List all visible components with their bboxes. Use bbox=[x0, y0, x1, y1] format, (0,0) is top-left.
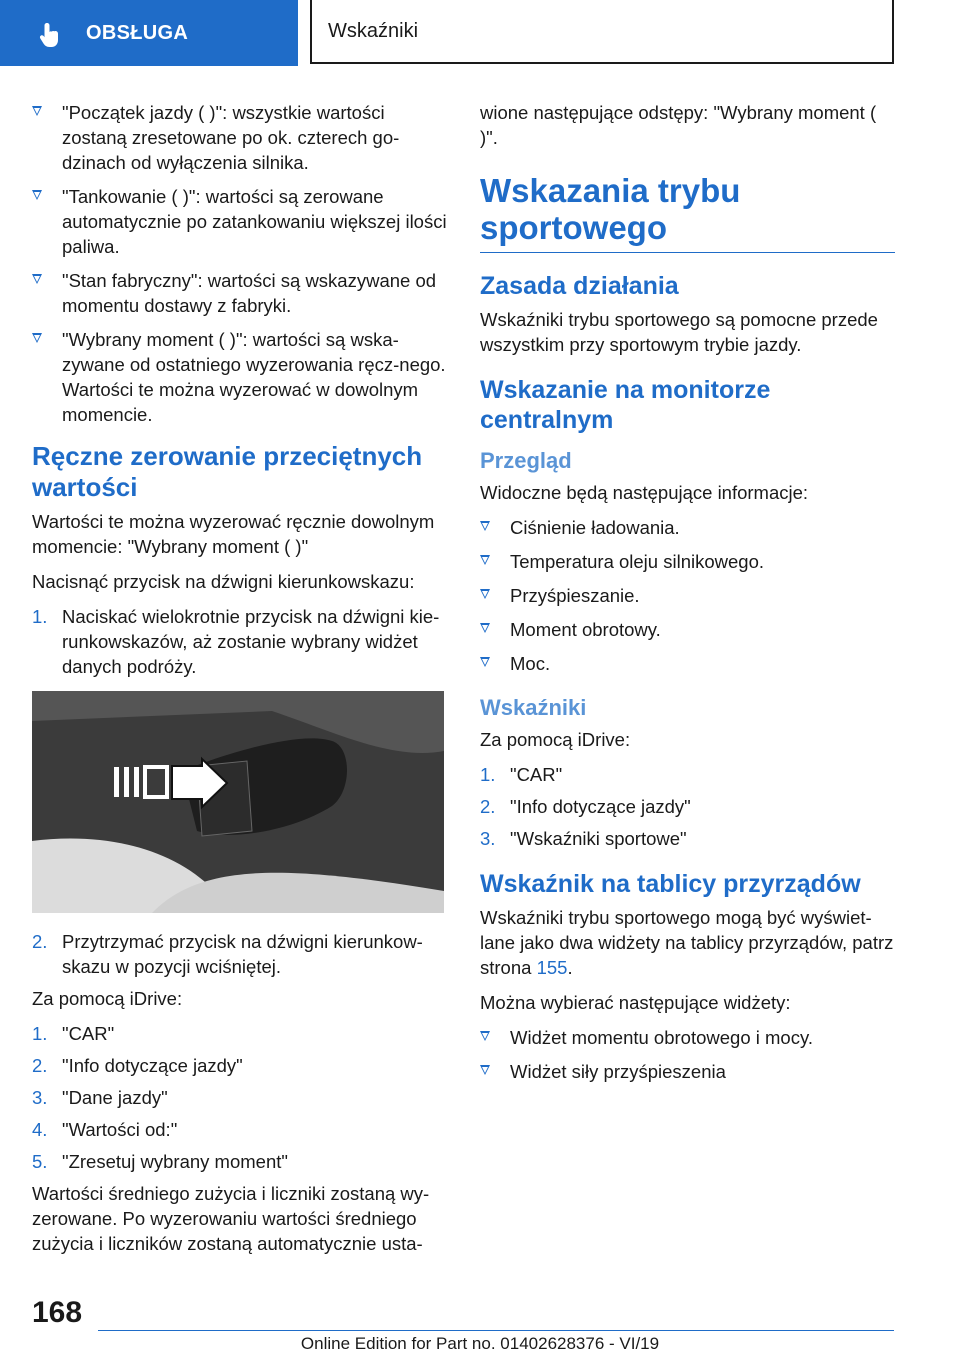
paragraph: Wartości średniego zużycia i liczniki zostaną wy-zerowane. Po wyzerowaniu wartości średniego zużycia i liczników zostaną automatycznie usta- bbox=[32, 1183, 430, 1254]
list-item: 2. "Info dotyczące jazdy" bbox=[32, 1055, 243, 1076]
turn-signal-lever-image bbox=[32, 691, 444, 913]
bullet-triangle-icon bbox=[32, 190, 42, 200]
list-item: 5. "Zresetuj wybrany moment" bbox=[32, 1151, 288, 1172]
bullet-triangle-icon bbox=[480, 1065, 490, 1075]
list-item: Moc. bbox=[480, 651, 895, 676]
section-heading: Ręczne zerowanie przeciętnych wartości bbox=[32, 441, 423, 502]
list-item: "Tankowanie ( )": wartości są zerowane automatycznie po zatankowaniu większej ilości paliwa. bbox=[32, 184, 447, 259]
subsection-heading: Przegląd bbox=[480, 448, 572, 473]
section-heading: Wskazanie na monitorze centralnym bbox=[480, 376, 771, 434]
bullet-triangle-icon bbox=[480, 623, 490, 633]
chapter-title: Wskaźniki bbox=[328, 20, 419, 42]
bullet-triangle-icon bbox=[480, 589, 490, 599]
list-item: 2. "Info dotyczące jazdy" bbox=[480, 796, 691, 817]
edition-note: Online Edition for Part no. 01402628376 - VI/19 bbox=[300, 1334, 660, 1353]
page-link[interactable]: 155 bbox=[536, 957, 568, 978]
list-item: "Początek jazdy ( )": wszystkie wartości zostaną zresetowane po ok. czterech go-dzinach od wyłączenia silnika. bbox=[32, 100, 447, 175]
page-header bbox=[0, 0, 960, 66]
indicator-steps-list bbox=[480, 762, 895, 851]
bullet-triangle-icon bbox=[480, 555, 490, 565]
section-label: OBSŁUGA bbox=[86, 22, 189, 44]
section-tab bbox=[0, 0, 298, 66]
left-column bbox=[32, 100, 447, 1266]
paragraph: Za pomocą iDrive: bbox=[480, 729, 631, 750]
page-number: 168 bbox=[32, 1296, 83, 1329]
paragraph: Wartości te można wyzerować ręcznie dowolnym momencie: "Wybrany moment ( )" bbox=[32, 511, 435, 557]
bullet-triangle-icon bbox=[480, 1031, 490, 1041]
hand-pointer-icon bbox=[36, 20, 66, 50]
chapter-box bbox=[310, 0, 894, 64]
paragraph: Nacisnąć przycisk na dźwigni kierunkowskazu: bbox=[32, 571, 415, 592]
list-item: Temperatura oleju silnikowego. bbox=[480, 549, 895, 574]
paragraph: Wskaźniki trybu sportowego mogą być wyświet-lane jako dwa widżety na tablicy przyrządów, patrz strona 155. bbox=[480, 907, 894, 978]
section-heading: Zasada działania bbox=[480, 272, 679, 300]
list-item: 2. Przytrzymać przycisk na dźwigni kierunkow-skazu w pozycji wciśniętej. bbox=[32, 931, 423, 977]
reset-options-list bbox=[32, 100, 447, 427]
list-item: Widżet siły przyśpieszenia bbox=[480, 1059, 895, 1084]
right-column bbox=[480, 100, 895, 1093]
paragraph: Za pomocą iDrive: bbox=[32, 988, 183, 1009]
section-heading: Wskaźnik na tablicy przyrządów bbox=[480, 870, 861, 898]
list-item: Widżet momentu obrotowego i mocy. bbox=[480, 1025, 895, 1050]
list-item: 1. Naciskać wielokrotnie przycisk na dźwigni kie-runkowskazów, aż zostanie wybrany widżet danych podróży. bbox=[32, 606, 440, 677]
subsection-heading: Wskaźniki bbox=[480, 695, 587, 720]
paragraph: Widoczne będą następujące informacje: bbox=[480, 482, 809, 503]
steps-list-continued bbox=[32, 929, 447, 979]
list-item: Ciśnienie ładowania. bbox=[480, 515, 895, 540]
idrive-steps-list bbox=[32, 1021, 447, 1174]
widgets-list bbox=[480, 1025, 895, 1084]
lever-illustration bbox=[32, 691, 444, 913]
paragraph: wione następujące odstępy: "Wybrany moment ( )". bbox=[480, 102, 877, 148]
bullet-triangle-icon bbox=[32, 333, 42, 343]
paragraph: Można wybierać następujące widżety: bbox=[480, 992, 791, 1013]
chapter-heading: Wskazania trybu sportowego bbox=[480, 172, 895, 253]
list-item: 1. "CAR" bbox=[480, 764, 563, 785]
bullet-triangle-icon bbox=[480, 521, 490, 531]
bullet-triangle-icon bbox=[32, 106, 42, 116]
bullet-triangle-icon bbox=[480, 657, 490, 667]
list-item: Przyśpieszanie. bbox=[480, 583, 895, 608]
list-item: 4. "Wartości od:" bbox=[32, 1119, 178, 1140]
list-item: 3. "Wskaźniki sportowe" bbox=[480, 828, 687, 849]
list-item: "Wybrany moment ( )": wartości są wska-zywane od ostatniego wyzerowania ręcz-nego. Wartości te można wyzerować w dowolnym momencie. bbox=[32, 327, 447, 427]
list-item: 3. "Dane jazdy" bbox=[32, 1087, 168, 1108]
steps-list bbox=[32, 604, 447, 679]
bullet-triangle-icon bbox=[32, 274, 42, 284]
overview-list bbox=[480, 515, 895, 676]
paragraph: Wskaźniki trybu sportowego są pomocne przede wszystkim przy sportowym trybie jazdy. bbox=[480, 309, 878, 355]
list-item: "Stan fabryczny": wartości są wskazywane od momentu dostawy z fabryki. bbox=[32, 268, 447, 318]
list-item: 1. "CAR" bbox=[32, 1023, 115, 1044]
footer-divider bbox=[98, 1330, 894, 1331]
list-item: Moment obrotowy. bbox=[480, 617, 895, 642]
